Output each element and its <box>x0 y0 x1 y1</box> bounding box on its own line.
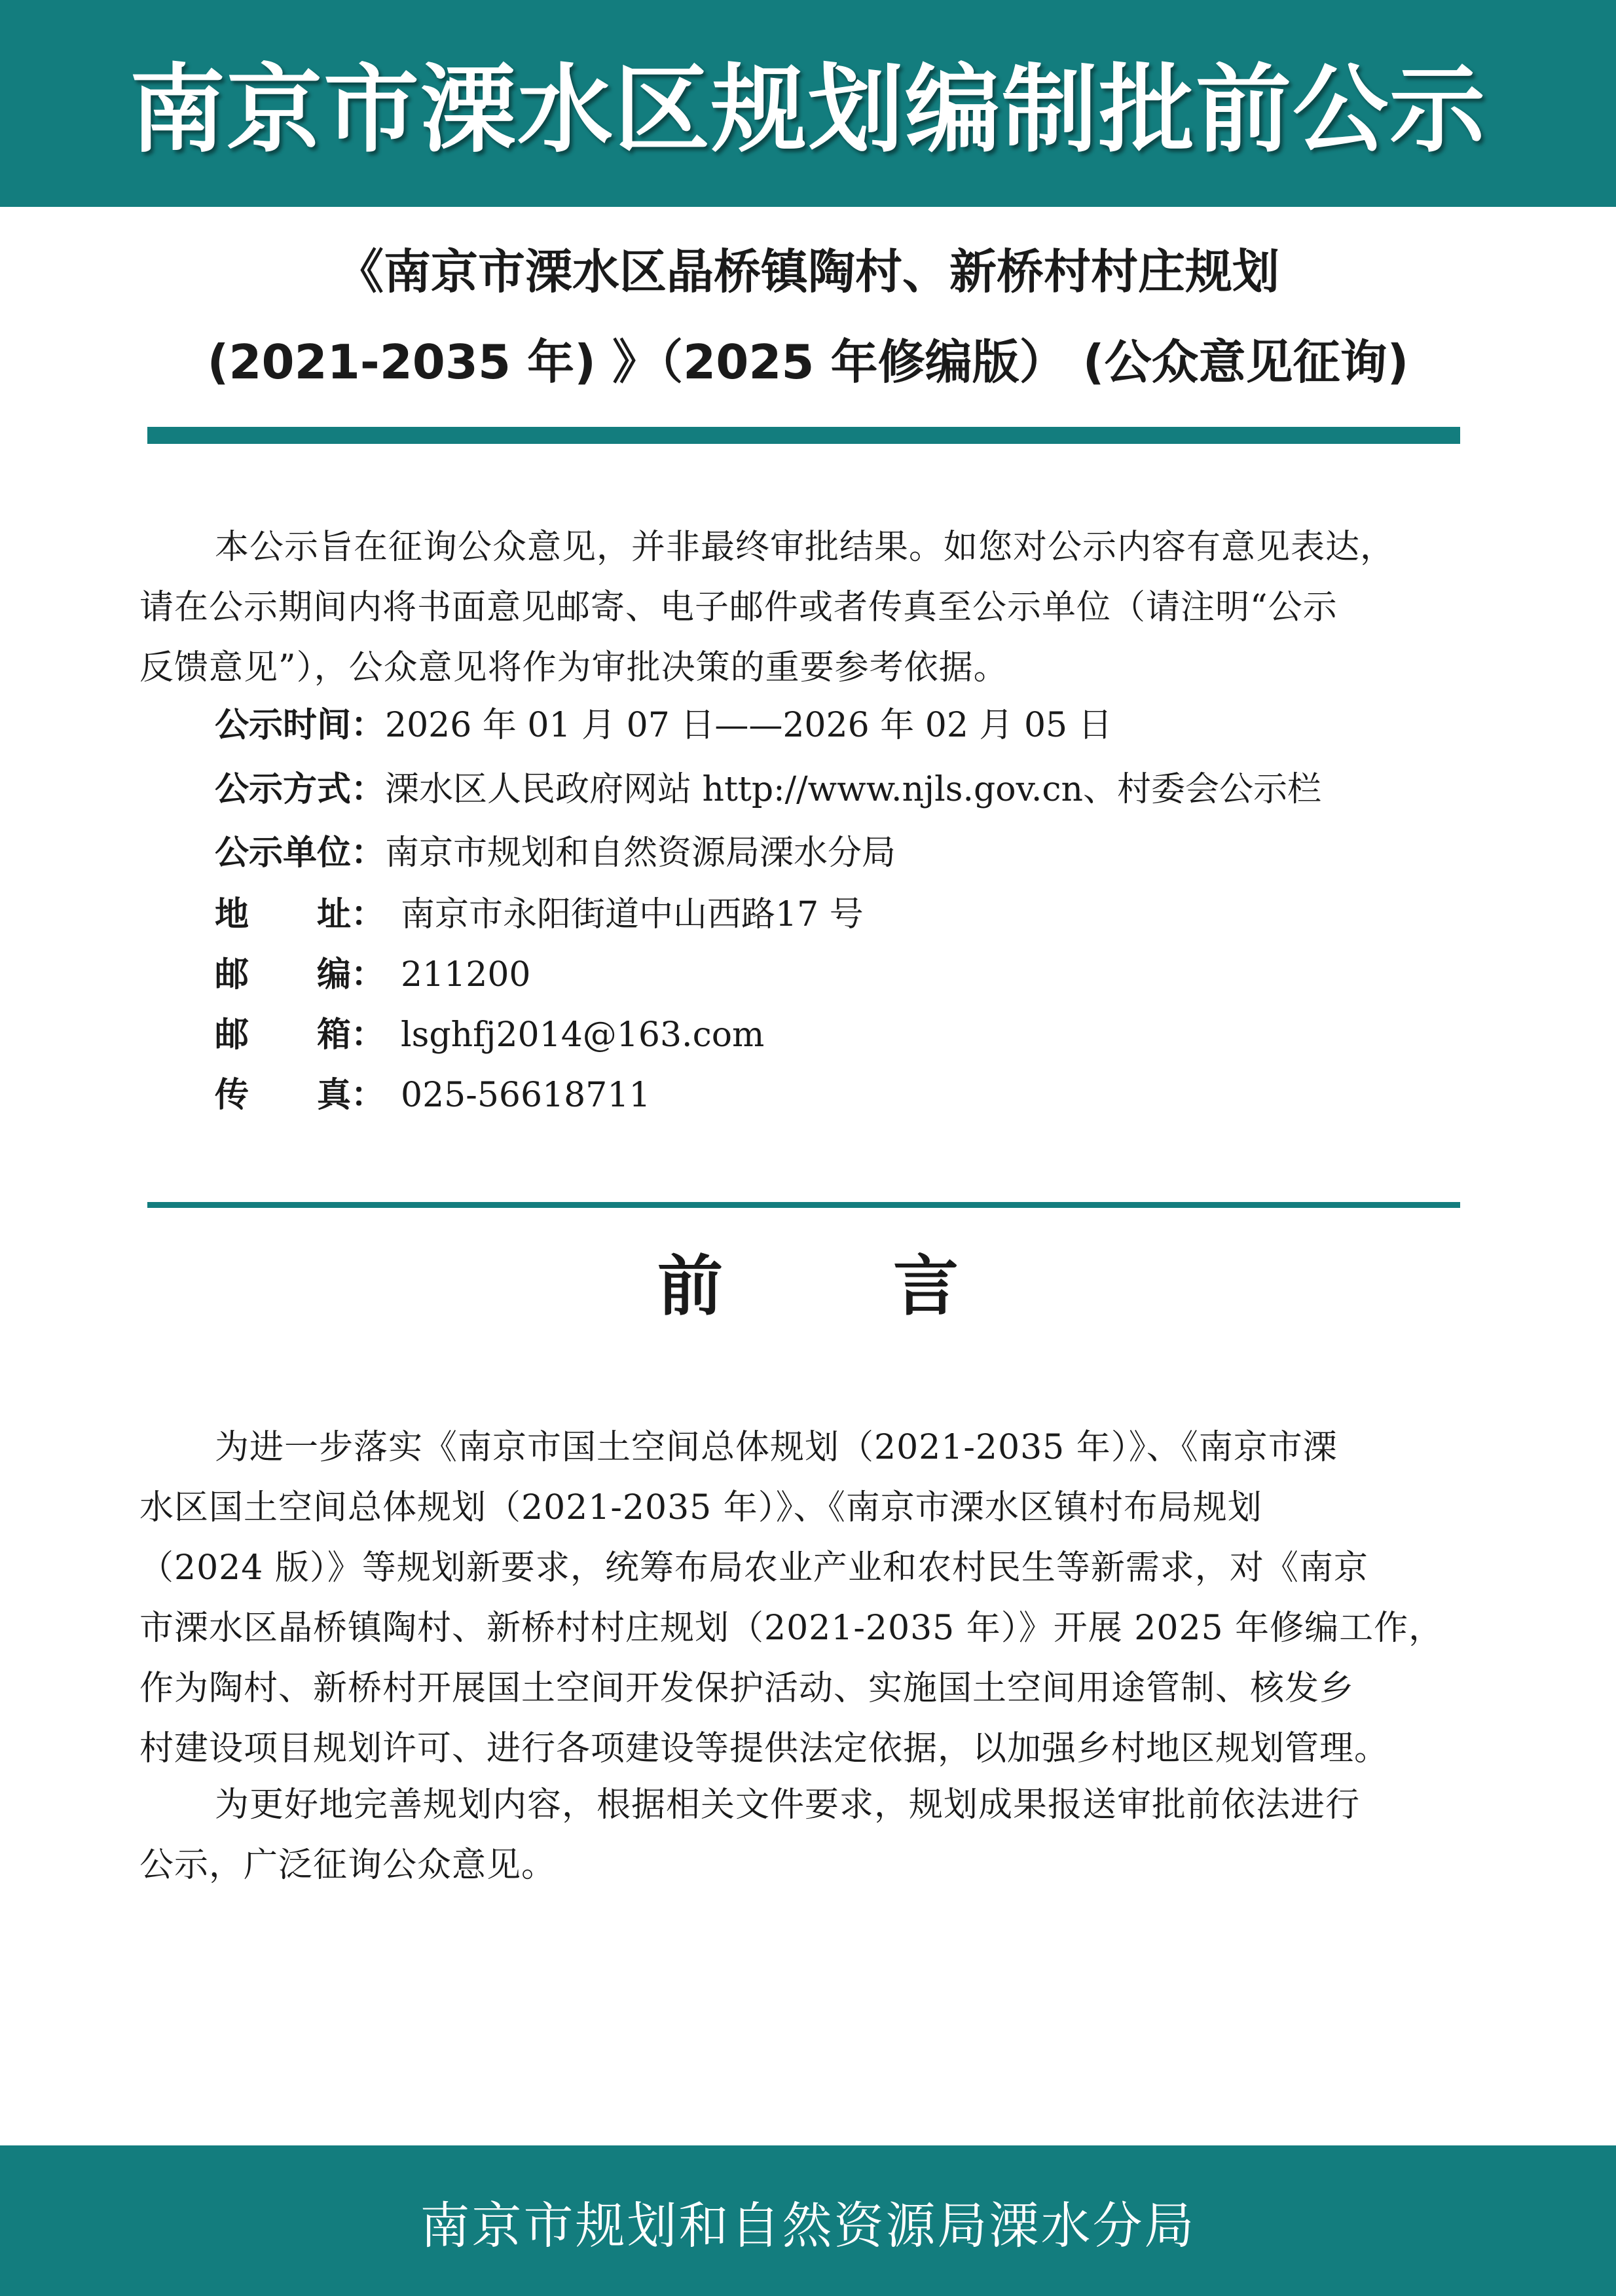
notice-period-label: 公示时间： <box>215 706 386 745</box>
postcode-label: 邮 编： <box>215 955 386 994</box>
address-label: 地 址： <box>215 895 386 934</box>
page-title: 南京市溧水区规划编制批前公示 <box>130 54 1486 166</box>
email-label: 邮 箱： <box>215 1015 386 1055</box>
email-row <box>215 1012 1459 1058</box>
fax-label: 传 真： <box>215 1076 386 1115</box>
fax-value: 025-56618711 <box>401 1076 651 1115</box>
divider-middle <box>147 1202 1460 1208</box>
notice-method-value: 溧水区人民政府网站 http://www.njls.gov.cn、村委会公示栏 <box>385 770 1321 809</box>
notice-method-label: 公示方式： <box>215 770 386 809</box>
notice-org-value: 南京市规划和自然资源局溧水分局 <box>385 833 896 873</box>
fax-row <box>215 1072 1459 1118</box>
document-title-line1: 《南京市溧水区晶桥镇陶村、新桥村村庄规划 <box>336 244 1279 299</box>
preface-paragraph-2: 为更好地完善规划内容，根据相关文件要求，规划成果报送审批前依法进行 公示，广泛征询公众意见。 <box>139 1785 1361 1885</box>
postcode-row <box>215 952 1459 998</box>
notice-intro: 本公示旨在征询公众意见，并非最终审批结果。如您对公示内容有意见表达， 请在公示期间内将书面意见邮寄、电子邮件或者传真至公示单位（请注明“公示 反馈意见”），公众意见将作为审批决策的重要参考依据。 <box>139 528 1395 687</box>
address-row <box>215 892 1459 938</box>
notice-method-row <box>215 767 1459 812</box>
preface-paragraph-1: 为进一步落实《南京市国土空间总体规划（2021-2035 年）》、《南京市溧 水区国土空间总体规划（2021-2035 年）》、《南京市溧水区镇村布局规划 （2024 版）》等规划新要求，统筹布局农业产业和农村民生等新需求，对《南京 市溧水区晶桥镇陶村、新桥村村庄规划（2021-2035 年）》开展 2025 年修编工作， 作为陶村、新桥村开展国土空间开发保护活动、实施国土空间用途管制、核发乡 村建设项目规划许可、进行各项建设等提供法定依据，以加强乡村地区规划管理。 <box>139 1428 1444 1768</box>
notice-org-row <box>215 830 1459 876</box>
notice-org-label: 公示单位： <box>215 833 386 873</box>
email-value[interactable]: lsghfj2014@163.com <box>401 1015 765 1055</box>
divider-top <box>147 427 1460 444</box>
notice-period-value: 2026 年 01 月 07 日——2026 年 02 月 05 日 <box>385 706 1112 745</box>
postcode-value: 211200 <box>401 955 531 994</box>
preface-heading: 前言 <box>657 1248 1129 1324</box>
address-value: 南京市永阳街道中山西路17 号 <box>401 895 864 934</box>
footer-organization: 南京市规划和自然资源局溧水分局 <box>420 2196 1196 2255</box>
document-title-line2: (2021-2035 年) 》（2025 年修编版） (公众意见征询) <box>207 335 1409 390</box>
notice-period-row <box>215 702 1459 748</box>
